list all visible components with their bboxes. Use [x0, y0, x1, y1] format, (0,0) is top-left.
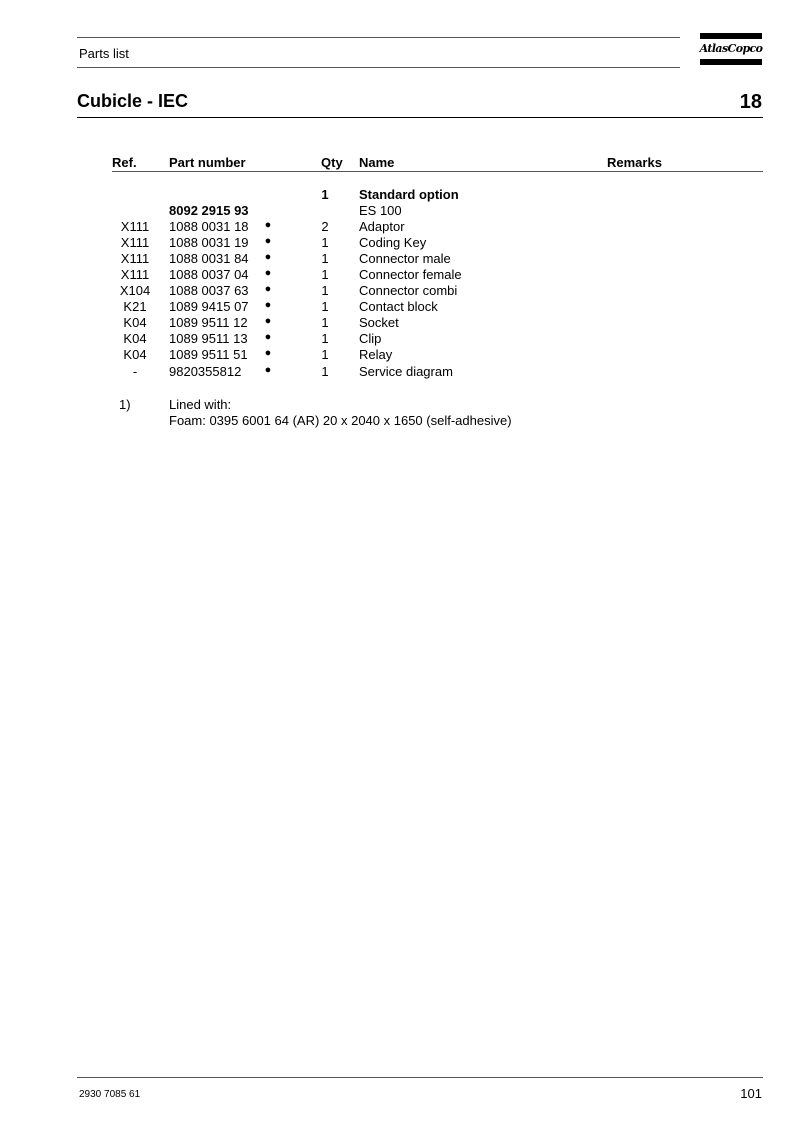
footnote-line-2: Foam: 0395 6001 64 (AR) 20 x 2040 x 1650 (self-adhesive) — [169, 413, 512, 428]
row-bullet-icon: ● — [264, 219, 272, 231]
row-qty: 1 — [321, 251, 329, 266]
row-part-number: 1089 9511 12 — [169, 315, 248, 330]
brand-logo-top-bar — [700, 33, 762, 39]
row-name: Contact block — [359, 299, 438, 314]
column-header-ref: Ref. — [112, 155, 137, 170]
column-header-remarks: Remarks — [607, 155, 662, 170]
row-qty: 1 — [321, 283, 329, 298]
column-header-qty: Qty — [321, 155, 343, 170]
table-row — [0, 267, 800, 283]
table-row — [0, 331, 800, 347]
table-row — [0, 347, 800, 363]
table-header-rule — [112, 171, 763, 172]
row-ref: K21 — [123, 299, 147, 314]
row-name: Connector combi — [359, 283, 458, 298]
table-row — [0, 315, 800, 331]
row-part-number: 1089 9511 13 — [169, 331, 248, 346]
header-label: Parts list — [79, 46, 129, 61]
row-bullet-icon: ● — [264, 299, 272, 311]
row-name: Clip — [359, 331, 382, 346]
page-number: 101 — [740, 1086, 762, 1101]
row-part-number: 1088 0031 84 — [169, 251, 249, 266]
footer-rule — [77, 1077, 763, 1078]
document-number: 2930 7085 61 — [79, 1089, 141, 1100]
table-row — [0, 364, 800, 380]
row-bullet-icon: ● — [264, 235, 272, 247]
row-ref: K04 — [123, 331, 147, 346]
row-bullet-icon: ● — [264, 251, 272, 263]
header-bottom-rule — [77, 67, 680, 68]
row-ref: X111 — [120, 267, 150, 282]
row-ref: K04 — [123, 315, 147, 330]
row-bullet-icon: ● — [264, 267, 272, 279]
row-name: Connector male — [359, 251, 451, 266]
row-ref: X111 — [120, 219, 150, 234]
column-header-part-number: Part number — [169, 155, 246, 170]
row-part-number: 8092 2915 93 — [169, 203, 249, 218]
row-ref: - — [132, 364, 138, 379]
brand-logo-bottom-bar — [700, 59, 762, 65]
table-row — [0, 251, 800, 267]
row-part-number: 1089 9511 51 — [169, 347, 248, 362]
row-qty: 1 — [321, 299, 329, 314]
brand-logo-text: AtlasCopco — [699, 42, 763, 55]
row-qty: 1 — [321, 267, 329, 282]
table-row — [0, 187, 800, 203]
title-rule — [77, 117, 763, 118]
row-ref: X104 — [119, 283, 151, 298]
row-part-number: 1089 9415 07 — [169, 299, 249, 314]
row-ref: X111 — [120, 235, 150, 250]
footnote-marker: 1) — [119, 397, 131, 412]
row-name: ES 100 — [359, 203, 402, 218]
table-row — [0, 299, 800, 315]
page-title: Cubicle - IEC — [77, 91, 189, 111]
table-row — [0, 203, 800, 219]
row-qty: 1 — [321, 187, 329, 202]
row-name: Adaptor — [359, 219, 405, 234]
row-ref: K04 — [123, 347, 147, 362]
row-bullet-icon: ● — [264, 283, 272, 295]
row-part-number: 9820355812 — [169, 364, 242, 379]
row-name: Service diagram — [359, 364, 453, 379]
column-header-name: Name — [359, 155, 395, 170]
row-name: Relay — [359, 347, 393, 362]
row-qty: 1 — [321, 235, 329, 250]
table-row — [0, 283, 800, 299]
row-ref: X111 — [120, 251, 150, 266]
row-bullet-icon: ● — [264, 315, 272, 327]
row-qty: 1 — [321, 315, 329, 330]
row-name: Socket — [359, 315, 399, 330]
row-qty: 1 — [321, 347, 329, 362]
footnote-line-1: Lined with: — [169, 397, 232, 412]
row-bullet-icon: ● — [264, 331, 272, 343]
section-number: 18 — [739, 91, 762, 113]
row-part-number: 1088 0031 19 — [169, 235, 249, 250]
row-name: Coding Key — [359, 235, 427, 250]
row-qty: 2 — [321, 219, 329, 234]
row-qty: 1 — [321, 331, 329, 346]
row-name: Standard option — [359, 187, 459, 202]
row-part-number: 1088 0037 04 — [169, 267, 249, 282]
row-name: Connector female — [359, 267, 462, 282]
row-qty: 1 — [321, 364, 329, 379]
row-part-number: 1088 0037 63 — [169, 283, 249, 298]
row-bullet-icon: ● — [264, 347, 272, 359]
row-part-number: 1088 0031 18 — [169, 219, 249, 234]
table-row — [0, 235, 800, 251]
header-top-rule — [77, 37, 680, 38]
table-row — [0, 219, 800, 235]
row-bullet-icon: ● — [264, 364, 272, 376]
